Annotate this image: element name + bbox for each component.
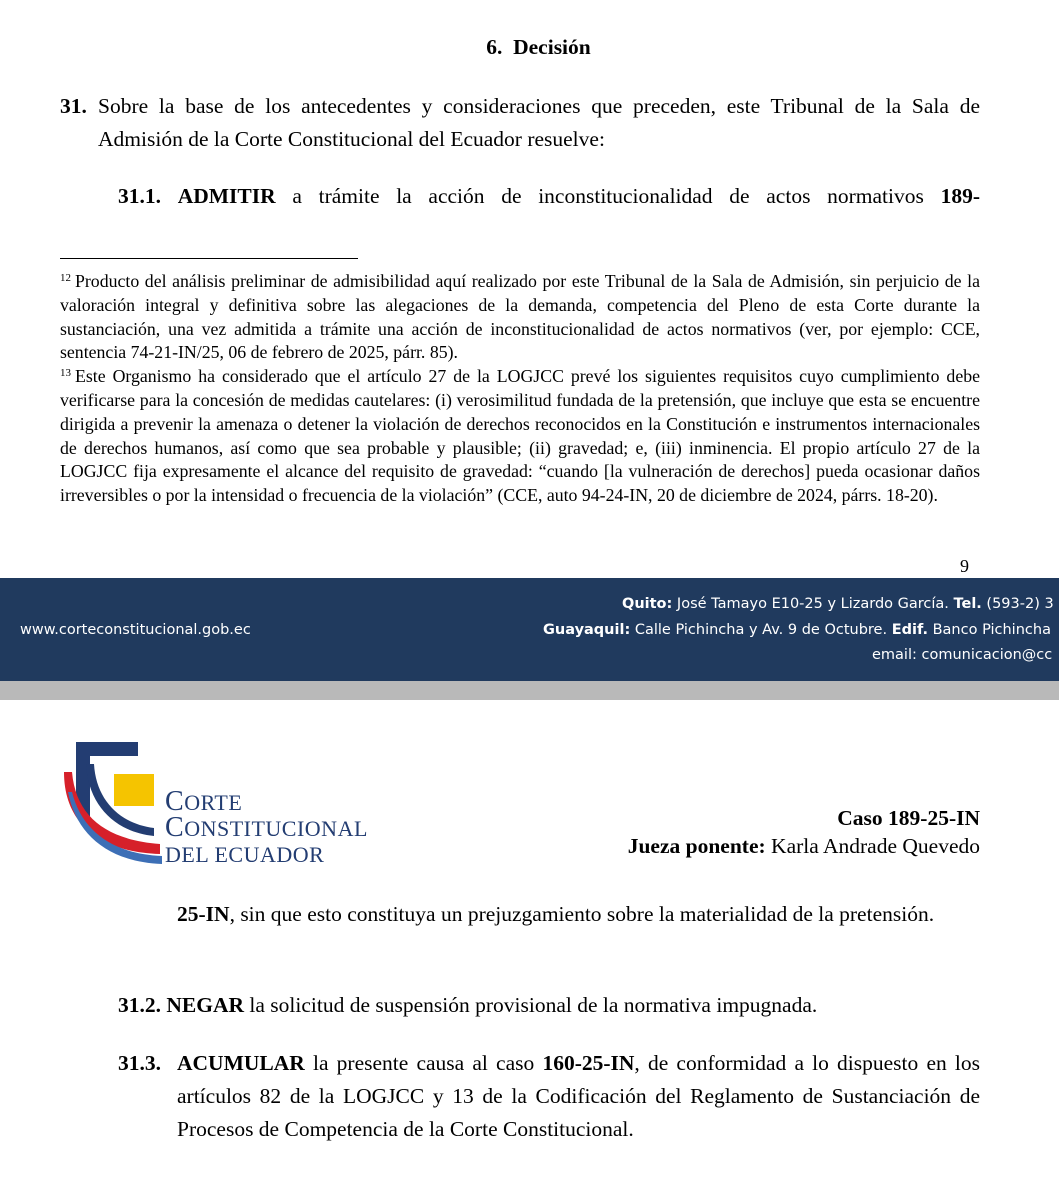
- item-body: [177, 1047, 980, 1146]
- item-31-3: [118, 1047, 980, 1146]
- item-case-ref: 160-25-IN: [542, 1051, 635, 1075]
- footnote-12: [60, 270, 980, 365]
- page-footer: [0, 578, 1059, 681]
- footer-quito-line: [622, 596, 1059, 612]
- footer-guayaquil-line: [543, 622, 1059, 638]
- footnote-text: Este Organismo ha considerado que el artículo 27 de la LOGJCC prevé los siguientes requisitos cuyo cumplimiento debe verificarse para la concesión de medidas cautelares: (i) verosimilitud fundada de la pretensión, que incluye que esta se encuentre dirigida a prevenir la amenaza o detener la violación de derechos reconocidos en la Constitución e instrumentos internacionales de derechos humanos, así como que sea probable y plausible; (ii) gravedad; e, (iii) inminencia. El propio artículo 27 de la LOGJCC fija expresamente el alcance del requisito de gravedad: “cuando [la vulneración de derechos] pueda ocasionar daños irreversibles o por la intensidad o frecuencia de la violación” (CCE, auto 94-24-IN, 20 de diciembre de 2024, párrs. 18-20).: [60, 366, 980, 506]
- case-header: [540, 804, 980, 860]
- guayaquil-label: Guayaquil:: [543, 622, 631, 638]
- item-text-a: la presente causa al caso: [312, 1051, 535, 1075]
- page-break-strip: [0, 681, 1059, 700]
- footnote-text: Producto del análisis preliminar de admisibilidad aquí realizado por este Tribunal de la Sala de Admisión, sin perjuicio de la valoración integral y definitiva sobre las alegaciones de la demanda, competencia del Pleno de esta Corte durante la sustanciación, una vez admitida a trámite una acción de inconstitucionalidad de actos normativos (ver, por ejemplo: CCE, sentencia 74-21-IN/25, 06 de febrero de 2025, párr. 85).: [60, 271, 980, 363]
- logo-line-2: CONSTITUCIONAL: [165, 812, 368, 843]
- edif-value: Banco Pichincha: [932, 622, 1051, 638]
- logo-line-1: CORTE: [165, 786, 243, 817]
- tel-value: (593-2) 3: [986, 596, 1054, 612]
- item-text-b: , de conformidad a lo dispuesto en los artículos 82 de la LOGJCC y 13 de la Codificación del Reglamento de Sustanciación de Procesos de Competencia de la Corte Constitucional.: [177, 1051, 980, 1141]
- item-text: la solicitud de suspensión provisional de la normativa impugnada.: [249, 993, 818, 1017]
- section-heading: 6. Decisión: [486, 35, 591, 59]
- footnotes: [60, 270, 980, 508]
- quito-address: José Tamayo E10-25 y Lizardo García.: [676, 596, 949, 612]
- quito-label: Quito:: [622, 596, 673, 612]
- edif-label: Edif.: [891, 622, 928, 638]
- footer-email-line: [872, 647, 1059, 663]
- item-31-1-continuation: [177, 898, 980, 931]
- paragraph-31: [60, 90, 980, 156]
- item-number: 31.1.: [118, 184, 161, 208]
- footer-email[interactable]: email: comunicacion@cc: [872, 647, 1053, 663]
- item-number: 31.2.: [118, 993, 161, 1017]
- page-number: 9: [960, 556, 969, 576]
- item-31-2: [118, 989, 980, 1022]
- footnote-separator: [60, 258, 358, 259]
- case-number: Caso 189-25-IN: [837, 806, 980, 830]
- item-text: a trámite la acción de inconstitucionalidad de actos normativos: [292, 184, 924, 208]
- guayaquil-address: Calle Pichincha y Av. 9 de Octubre.: [634, 622, 888, 638]
- item-case-ref-end: 25-IN: [177, 902, 230, 926]
- item-keyword: ACUMULAR: [177, 1051, 305, 1075]
- paragraph-text: Sobre la base de los antecedentes y consideraciones que preceden, este Tribunal de la Sala de Admisión de la Corte Constitucional del Ecuador resuelve:: [98, 94, 980, 151]
- logo-line-3: DEL ECUADOR: [165, 842, 325, 867]
- court-emblem-icon: [62, 736, 172, 868]
- website-link[interactable]: www.corteconstitucional.gob.ec: [20, 622, 251, 638]
- item-31-1-start: [118, 180, 980, 213]
- item-case-ref: 189-: [940, 184, 980, 208]
- item-keyword: ADMITIR: [177, 184, 276, 208]
- footnote-13: [60, 365, 980, 508]
- judge-label: Jueza ponente:: [627, 834, 766, 858]
- paragraph-number: 31.: [60, 94, 87, 118]
- tel-label: Tel.: [953, 596, 982, 612]
- footnote-number: 13: [60, 367, 71, 380]
- footnote-number: 12: [60, 272, 71, 284]
- item-number: 31.3.: [118, 1051, 161, 1075]
- cut-off-text-line: [0, 0, 1059, 8]
- judge-name: Karla Andrade Quevedo: [771, 834, 980, 858]
- item-keyword: NEGAR: [166, 993, 245, 1017]
- item-continuation-text: , sin que esto constituya un prejuzgamiento sobre la materialidad de la pretensión.: [229, 902, 935, 926]
